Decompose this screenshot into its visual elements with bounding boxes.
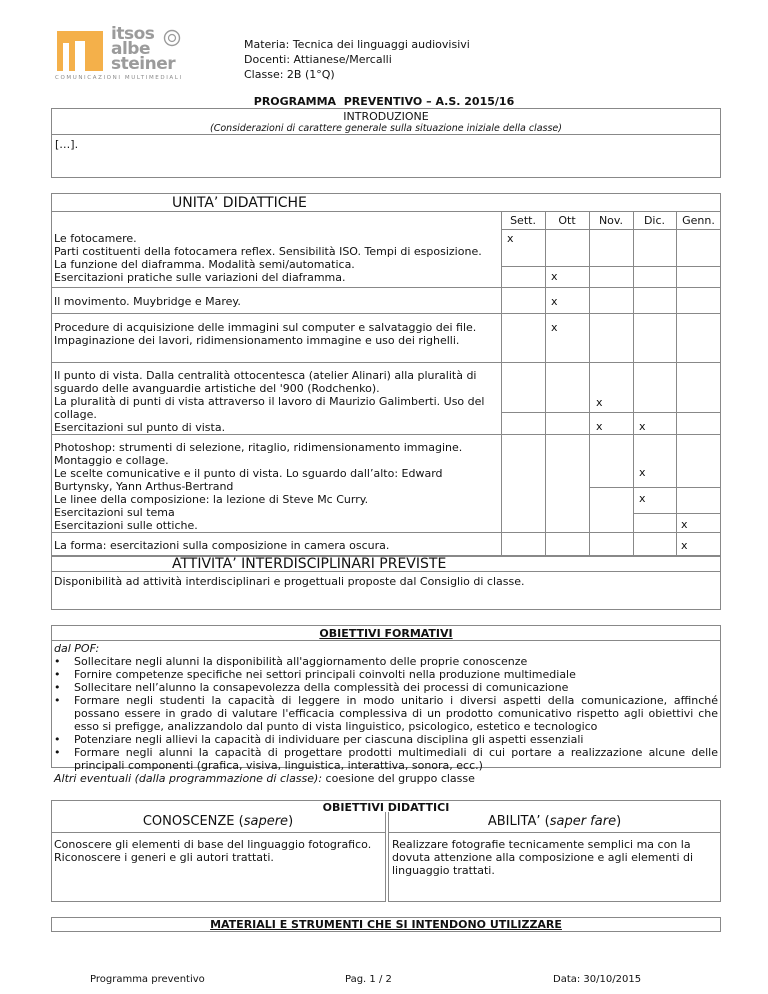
- formative-others-label: Altri eventuali (dalla programmazione di classe):: [54, 772, 323, 785]
- skills-em: saper fare: [549, 814, 617, 829]
- mark-row1-ott: x: [551, 270, 558, 283]
- header-info: [244, 37, 470, 82]
- class-text: Classe: 2B (1°Q): [244, 68, 335, 81]
- unit-row-2: Il movimento. Muybridge e Marey.: [54, 295, 241, 308]
- mark-row4-nov-b: x: [596, 420, 603, 433]
- knowledge-heading: [51, 814, 385, 830]
- formative-others-value: coesione del gruppo classe: [322, 772, 475, 785]
- page-title: [0, 95, 768, 108]
- mark-row2-ott: x: [551, 295, 558, 308]
- materials-heading: MATERIALI E STRUMENTI CHE SI INTENDONO UTILIZZARE: [210, 918, 562, 931]
- mark-row5-dic: x: [639, 466, 646, 479]
- formative-content: [54, 642, 718, 785]
- teachers-text: Docenti: Attianese/Mercalli: [244, 53, 392, 66]
- knowledge-text: Conoscere gli elementi di base del linguaggio fotografico. Riconoscere i generi e gli autori trattati.: [54, 838, 372, 864]
- knowledge-end: ): [288, 814, 294, 829]
- skills-text: Realizzare fotografie tecnicamente semplici ma con la dovuta attenzione alla composizione e agli elementi di linguaggio trattati.: [392, 838, 694, 877]
- didactic-heading: OBIETTIVI DIDATTICI: [322, 801, 450, 814]
- month-ott: Ott: [558, 214, 576, 227]
- list-item: • Sollecitare nell’alunno la consapevolezza della complessità dei processi di comunicazione: [54, 681, 718, 694]
- unit-row-1: Le fotocamere. Parti costituenti della fotocamera reflex. Sensibilità ISO. Tempi di esposizione. La funzione del diaframma. Modalità semi/automatica. Esercitazioni pratiche sulle variazioni del diaframma.: [54, 232, 482, 284]
- mark-row4-dic: x: [639, 420, 646, 433]
- intro-body: […].: [55, 138, 79, 151]
- unit-row-5: Photoshop: strumenti di selezione, ritaglio, ridimensionamento immagine. Montaggio e collage. Le scelte comunicative e il punto di vista. Lo sguardo dall’alto: Edward Burtynsky, Yann Arthus-Bertrand Le linee della composizione: la lezione di Steve Mc Curry. Esercitazioni sul tema Esercitazioni sulle ottiche.: [54, 441, 463, 532]
- footer-page: Pag. 1 / 2: [345, 974, 392, 985]
- title-main: PROGRAMMA PREVENTIVO: [253, 95, 423, 108]
- unit-row-3: Procedure di acquisizione delle immagini sul computer e salvataggio dei file. Impaginazione dei lavori, ridimensionamento immagine e uso dei righelli.: [54, 321, 477, 347]
- formative-heading: OBIETTIVI FORMATIVI: [319, 627, 453, 640]
- skills-heading: [388, 814, 721, 830]
- mark-row4-nov: x: [596, 396, 603, 409]
- list-item: • Potenziare negli allievi la capacità di individuare per ciascuna disciplina gli aspetti essenziali: [54, 733, 718, 746]
- month-genn: Genn.: [682, 214, 715, 227]
- month-sett: Sett.: [510, 214, 536, 227]
- list-item: • Formare negli studenti la capacità di leggere in modo unitario i diversi aspetti della comunicazione, affinché possano essere in grado di valutare l'efficacia complessiva di un prodotto comunicativo rispetto agli obiettivi che esso si prefigge, analizzandolo dal punto di vista linguistico, psicologico, estetico e tecnologico: [54, 694, 718, 733]
- footer-date: Data: 30/10/2015: [553, 974, 642, 985]
- month-nov: Nov.: [598, 214, 624, 227]
- intro-subheading: (Considerazioni di carattere generale sulla situazione iniziale della classe): [210, 123, 562, 134]
- activities-heading: ATTIVITA’ INTERDISCIPLINARI PREVISTE: [172, 556, 447, 572]
- unit-row-6: La forma: esercitazioni sulla composizione in camera oscura.: [54, 539, 390, 552]
- activities-body: Disponibilità ad attività interdisciplinari e progettuali proposte dal Consiglio di classe.: [54, 575, 525, 588]
- month-dic: Dic.: [643, 214, 666, 227]
- subject-text: Materia: Tecnica dei linguaggi audiovisivi: [244, 38, 470, 51]
- formative-list: [54, 655, 718, 772]
- title-year: – A.S. 2015/16: [426, 95, 515, 108]
- logo-seal-icon: [163, 29, 181, 47]
- school-logo: [55, 24, 185, 83]
- list-item: • Sollecitare negli alunni la disponibilità all'aggiornamento delle proprie conoscenze: [54, 655, 718, 668]
- list-item: • Formare negli alunni la capacità di progettare prodotti multimediali di cui portare a realizzazione alcune delle principali componenti (grafica, visiva, linguistica, interattiva, sonora, ecc.): [54, 746, 718, 772]
- footer-left: Programma preventivo: [90, 974, 205, 985]
- intro-heading: INTRODUZIONE: [343, 110, 429, 123]
- knowledge-em: sapere: [243, 814, 289, 829]
- mark-row6-genn: x: [681, 539, 688, 552]
- knowledge-label: CONOSCENZE (: [142, 814, 244, 829]
- logo-mark-icon: [55, 29, 107, 73]
- unit-row-4: Il punto di vista. Dalla centralità ottocentesca (atelier Alinari) alla pluralità di sguardo delle avanguardie artistiche del '900 (Rodchenko). La pluralità di punti di vista attraverso il lavoro di Maurizio Galimberti. Uso del collage. Esercitazioni sul punto di vista.: [54, 369, 485, 434]
- mark-row5-genn: x: [681, 518, 688, 531]
- list-item: • Fornire competenze specifiche nei settori principali coinvolti nella produzione multimediale: [54, 668, 718, 681]
- formative-from: dal POF:: [54, 642, 100, 655]
- units-heading: UNITA’ DIDATTICHE: [172, 195, 307, 211]
- mark-row5-dic-b: x: [639, 492, 646, 505]
- formative-others: [54, 772, 718, 785]
- logo-word-2: albe: [111, 39, 150, 59]
- skills-label: ABILITA’ (: [487, 814, 550, 829]
- logo-word-3: steiner: [111, 54, 176, 74]
- logo-tagline: COMUNICAZIONI MULTIMEDIALI: [55, 75, 183, 81]
- logo-word-1: itsos: [111, 24, 155, 44]
- mark-row1-sett: x: [507, 232, 514, 245]
- skills-end: ): [616, 814, 622, 829]
- mark-row3-ott: x: [551, 321, 558, 334]
